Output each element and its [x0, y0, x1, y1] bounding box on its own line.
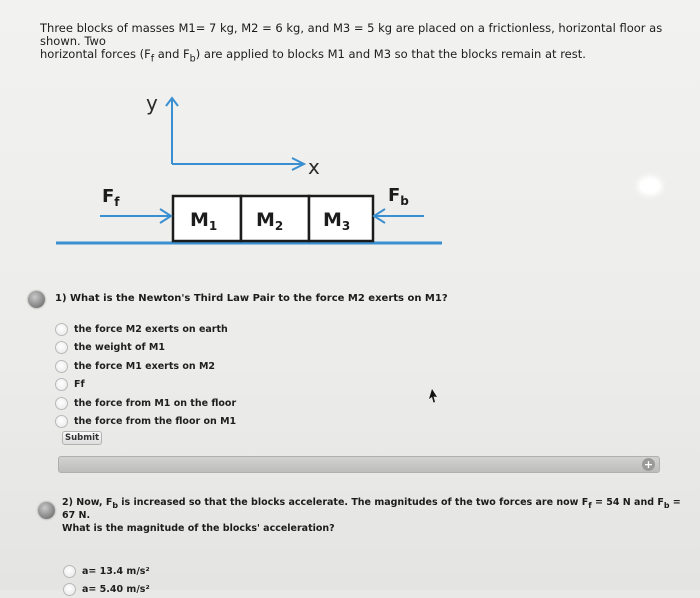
q1-option-5[interactable]: [55, 394, 236, 413]
radio-button[interactable]: [55, 341, 68, 354]
q1-option-6-label: the force from the floor on M1: [74, 416, 237, 428]
x-axis-label: x: [308, 155, 320, 179]
force-fb-label: [388, 185, 409, 208]
force-ff-subscript: f: [114, 195, 120, 209]
force-ff-label: [102, 186, 120, 209]
radio-button[interactable]: [55, 415, 68, 428]
q1-option-2-label: the weight of M1: [74, 342, 165, 354]
question-2-status-icon: [38, 502, 55, 519]
force-ff-letter: F: [102, 186, 115, 207]
q1-option-3[interactable]: [55, 357, 236, 376]
problem-line-1: Three blocks of masses M1= 7 kg, M2 = 6 kg, and M3 = 5 kg are placed on a frictionless, horizontal floor as shown. Two: [40, 21, 663, 48]
q2-text-b: is increased so that the blocks accelerate. The magnitudes of the two forces are now F: [117, 497, 589, 508]
radio-button[interactable]: [63, 583, 76, 596]
q1-option-6[interactable]: [55, 413, 236, 432]
block-m1-letter: M: [190, 209, 209, 231]
question-2-subtext: What is the magnitude of the blocks' acceleration?: [62, 523, 335, 534]
q1-option-4-label: Ff: [74, 379, 85, 391]
block-m3-letter: M: [323, 209, 342, 231]
radio-button[interactable]: [55, 323, 68, 336]
problem-line-2-sub-b: b: [189, 53, 196, 65]
problem-line-2-sub-f: f: [150, 53, 155, 65]
question-1-options: [55, 320, 236, 431]
block-m1-subscript: 1: [208, 219, 218, 233]
screen-glare: [640, 179, 660, 193]
q2-text-a: 2) Now, F: [62, 497, 113, 508]
q2-text-d: = 67 N.: [62, 497, 681, 521]
q2-option-1[interactable]: [63, 562, 150, 580]
q2-text-sub-b: b: [112, 500, 118, 510]
radio-button[interactable]: [63, 565, 76, 578]
blocks-diagram: [0, 0, 700, 280]
plus-icon[interactable]: +: [643, 458, 654, 471]
radio-button[interactable]: [55, 360, 68, 373]
problem-line-2-a: horizontal forces (F: [40, 47, 151, 61]
question-2-text: [62, 497, 682, 521]
q2-text-sub-b2: b: [663, 500, 670, 510]
q1-option-1[interactable]: [55, 320, 236, 339]
mouse-cursor-icon: [428, 389, 438, 403]
q1-option-2[interactable]: [55, 339, 236, 358]
block-m2-letter: M: [256, 209, 275, 231]
force-fb-subscript: b: [400, 194, 409, 208]
q2-option-1-label: a= 13.4 m/s²: [82, 565, 150, 577]
force-fb-letter: F: [388, 185, 401, 206]
question-divider-bar: [58, 456, 660, 473]
q1-option-5-label: the force from M1 on the floor: [74, 397, 237, 409]
q2-option-2[interactable]: [63, 580, 150, 598]
question-2-options: [63, 562, 150, 598]
q1-option-4[interactable]: [55, 376, 236, 395]
question-1-text: 1) What is the Newton's Third Law Pair to the force M2 exerts on M1?: [55, 293, 448, 304]
y-axis-label: y: [146, 91, 158, 115]
q2-text-c: = 54 N and F: [591, 497, 664, 508]
submit-button[interactable]: Submit: [62, 431, 102, 445]
block-m3-subscript: 3: [341, 219, 351, 233]
q1-option-3-label: the force M1 exerts on M2: [74, 360, 216, 372]
q2-option-2-label: a= 5.40 m/s²: [82, 583, 150, 595]
question-1-status-icon: [28, 291, 45, 308]
q2-text-sub-f: f: [588, 500, 592, 510]
problem-line-2-c: ) are applied to blocks M1 and M3 so that the blocks remain at rest.: [195, 47, 586, 61]
block-m2-subscript: 2: [274, 219, 284, 233]
radio-button[interactable]: [55, 378, 68, 391]
problem-line-2-b: and F: [154, 47, 190, 61]
q1-option-1-label: the force M2 exerts on earth: [74, 323, 228, 335]
radio-button[interactable]: [55, 397, 68, 410]
